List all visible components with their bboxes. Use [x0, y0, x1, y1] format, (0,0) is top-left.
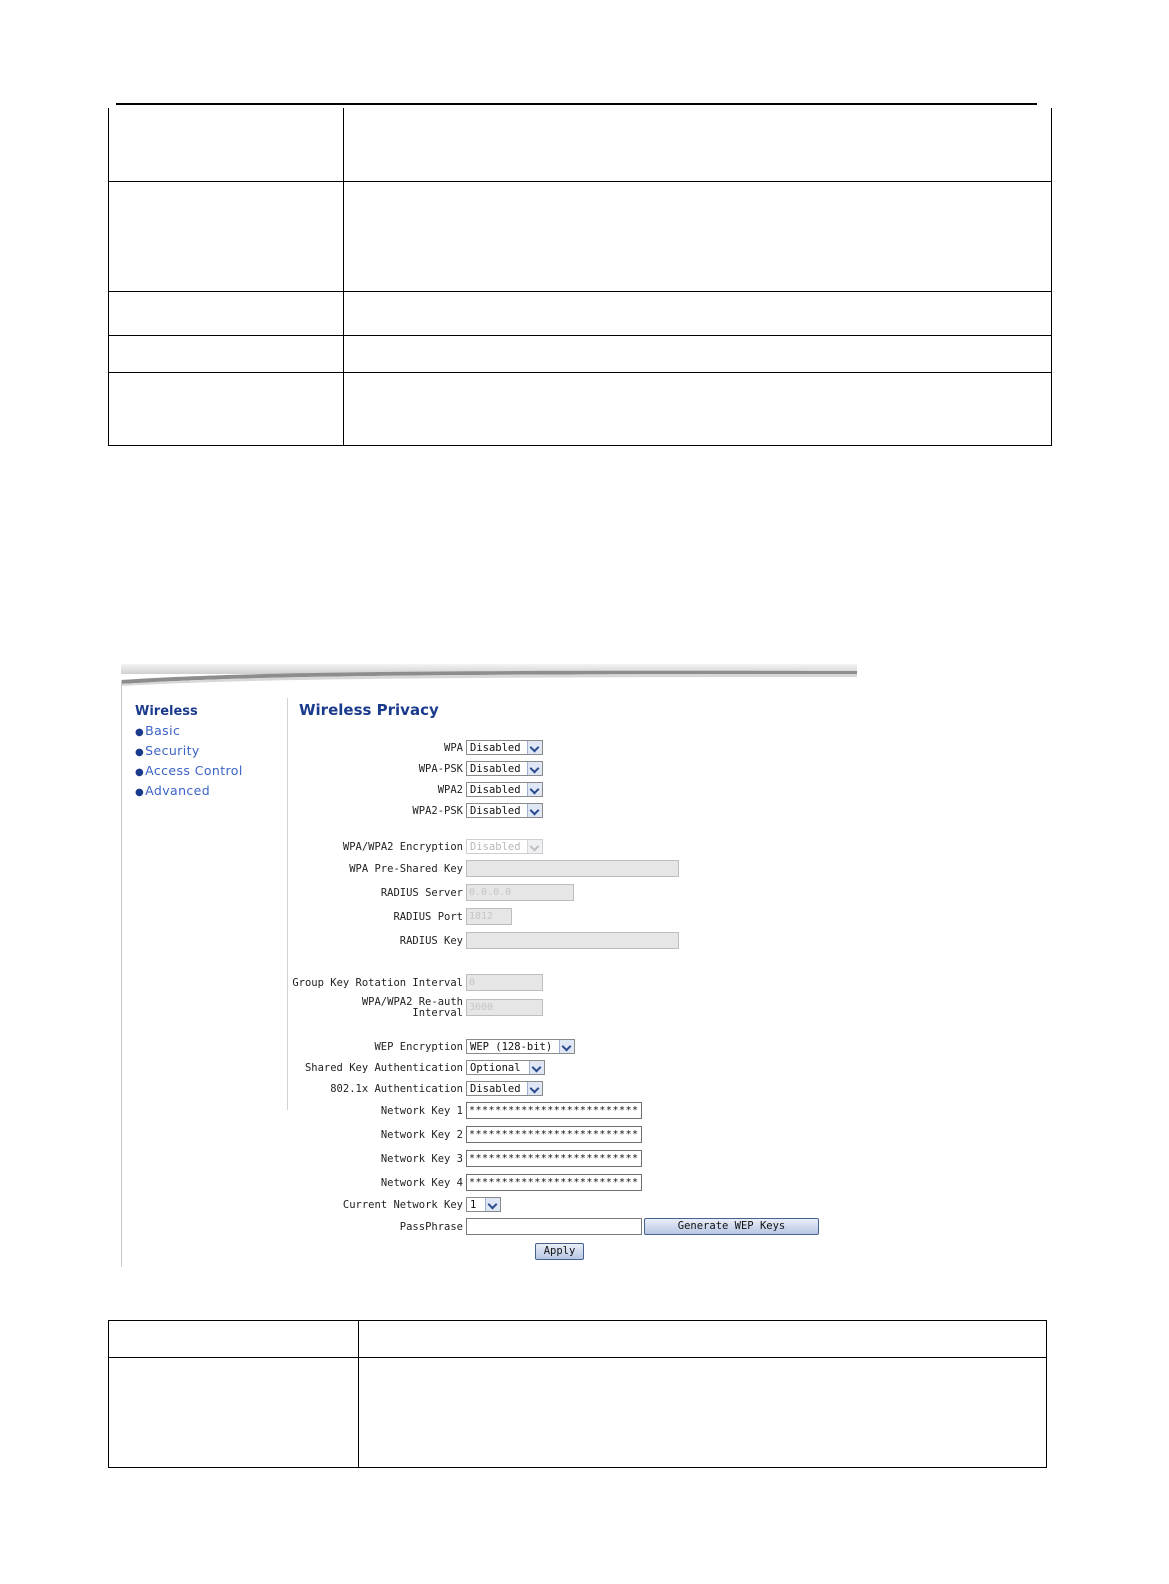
passphrase-input[interactable] [466, 1218, 642, 1235]
table-cell [109, 372, 344, 445]
wpa-psk-select-value: Disabled [470, 763, 521, 775]
wpa-select-value: Disabled [470, 742, 521, 754]
wpa-preshared-key-label: WPA Pre-Shared Key [349, 863, 463, 875]
apply-button[interactable]: Apply [535, 1243, 584, 1260]
wpa-encryption-select [466, 839, 543, 854]
bullet-icon: ● [135, 767, 145, 778]
passphrase-label: PassPhrase [399, 1221, 463, 1233]
left-edge [121, 680, 122, 1267]
header-banner [121, 664, 857, 686]
sidebar-item-access-control[interactable] [135, 763, 243, 783]
wpa2-psk-select-value: Disabled [470, 805, 521, 817]
current-network-key-select-value: 1 [470, 1199, 477, 1211]
radius-server-input: 0.0.0.0 [466, 884, 574, 901]
sidebar-item-label: Advanced [145, 783, 211, 798]
table-cell [359, 1321, 1047, 1358]
table-cell [359, 1358, 1047, 1468]
network-key-3-input[interactable]: ************************** [466, 1150, 642, 1167]
chevron-down-icon [527, 762, 542, 775]
network-key-4-label: Network Key 4 [380, 1177, 463, 1189]
wpa-psk-label: WPA-PSK [418, 763, 463, 775]
network-key-1-label: Network Key 1 [380, 1105, 463, 1117]
network-key-1-input[interactable]: ************************** [466, 1102, 642, 1119]
current-network-key-select[interactable] [466, 1197, 501, 1212]
bullet-icon: ● [135, 787, 145, 798]
table-cell [109, 108, 344, 181]
wpa-preshared-key-input [466, 860, 679, 877]
chevron-down-icon [529, 1061, 544, 1074]
wpa2-label: WPA2 [437, 784, 463, 796]
reauth-interval-label: WPA/WPA2 Re-auth Interval [361, 996, 463, 1019]
wpa2-select-value: Disabled [470, 784, 521, 796]
network-key-4-input[interactable]: ************************** [466, 1174, 642, 1191]
table-cell [344, 291, 1052, 335]
network-key-3-label: Network Key 3 [380, 1153, 463, 1165]
table-cell [109, 181, 344, 291]
bullet-icon: ● [135, 747, 145, 758]
radius-key-label: RADIUS Key [399, 935, 463, 947]
chevron-down-icon [527, 840, 542, 853]
wpa-label: WPA [444, 742, 463, 754]
wpa-select[interactable] [466, 740, 543, 755]
wpa-encryption-label: WPA/WPA2 Encryption [342, 841, 463, 853]
wpa-encryption-select-value: Disabled [470, 841, 521, 853]
table-cell [344, 372, 1052, 445]
radius-key-input [466, 932, 679, 949]
generate-wep-keys-button[interactable]: Generate WEP Keys [644, 1218, 819, 1235]
wep-encryption-select[interactable] [466, 1039, 575, 1054]
radius-port-label: RADIUS Port [393, 911, 463, 923]
sidebar-item-advanced[interactable] [135, 783, 243, 803]
bullet-icon: ● [135, 727, 145, 738]
sidebar-item-label: Access Control [145, 763, 243, 778]
group-key-rotation-input: 0 [466, 974, 543, 991]
wpa-psk-select[interactable] [466, 761, 543, 776]
table-cell [109, 1358, 359, 1468]
sidebar-item-basic[interactable] [135, 723, 243, 743]
table-cell [344, 181, 1052, 291]
table-cell [109, 335, 344, 372]
chevron-down-icon [527, 804, 542, 817]
sidebar-item-label: Basic [145, 723, 181, 738]
top-table [108, 108, 1052, 446]
current-network-key-label: Current Network Key [342, 1199, 463, 1211]
table-cell [344, 335, 1052, 372]
nav-title: Wireless [135, 704, 198, 719]
dot1x-auth-select[interactable] [466, 1081, 543, 1096]
wep-encryption-select-value: WEP (128-bit) [470, 1041, 553, 1053]
wpa2-psk-label: WPA2-PSK [412, 805, 463, 817]
table-cell [109, 1321, 359, 1358]
network-key-2-input[interactable]: ************************** [466, 1126, 642, 1143]
wpa2-psk-select[interactable] [466, 803, 543, 818]
table-cell [344, 108, 1052, 181]
bottom-table [108, 1320, 1047, 1468]
chevron-down-icon [527, 783, 542, 796]
router-screenshot [121, 664, 857, 1267]
chevron-down-icon [485, 1198, 500, 1211]
sidebar-nav [135, 704, 243, 803]
dot1x-auth-label: 802.1x Authentication [330, 1083, 463, 1095]
group-key-rotation-label: Group Key Rotation Interval [292, 977, 463, 989]
chevron-down-icon [527, 1082, 542, 1095]
network-key-2-label: Network Key 2 [380, 1129, 463, 1141]
shared-key-auth-select[interactable] [466, 1060, 545, 1075]
shared-key-auth-label: Shared Key Authentication [304, 1062, 463, 1074]
shared-key-auth-select-value: Optional [470, 1062, 521, 1074]
reauth-interval-input: 3600 [466, 999, 543, 1016]
sidebar-item-security[interactable] [135, 743, 243, 763]
radius-port-input: 1812 [466, 908, 512, 925]
wpa2-select[interactable] [466, 782, 543, 797]
chevron-down-icon [527, 741, 542, 754]
header-rule [116, 103, 1037, 105]
radius-server-label: RADIUS Server [380, 887, 463, 899]
table-cell [109, 291, 344, 335]
page-title: Wireless Privacy [299, 701, 439, 719]
wep-encryption-label: WEP Encryption [374, 1041, 463, 1053]
chevron-down-icon [559, 1040, 574, 1053]
dot1x-auth-select-value: Disabled [470, 1083, 521, 1095]
sidebar-item-label: Security [145, 743, 200, 758]
